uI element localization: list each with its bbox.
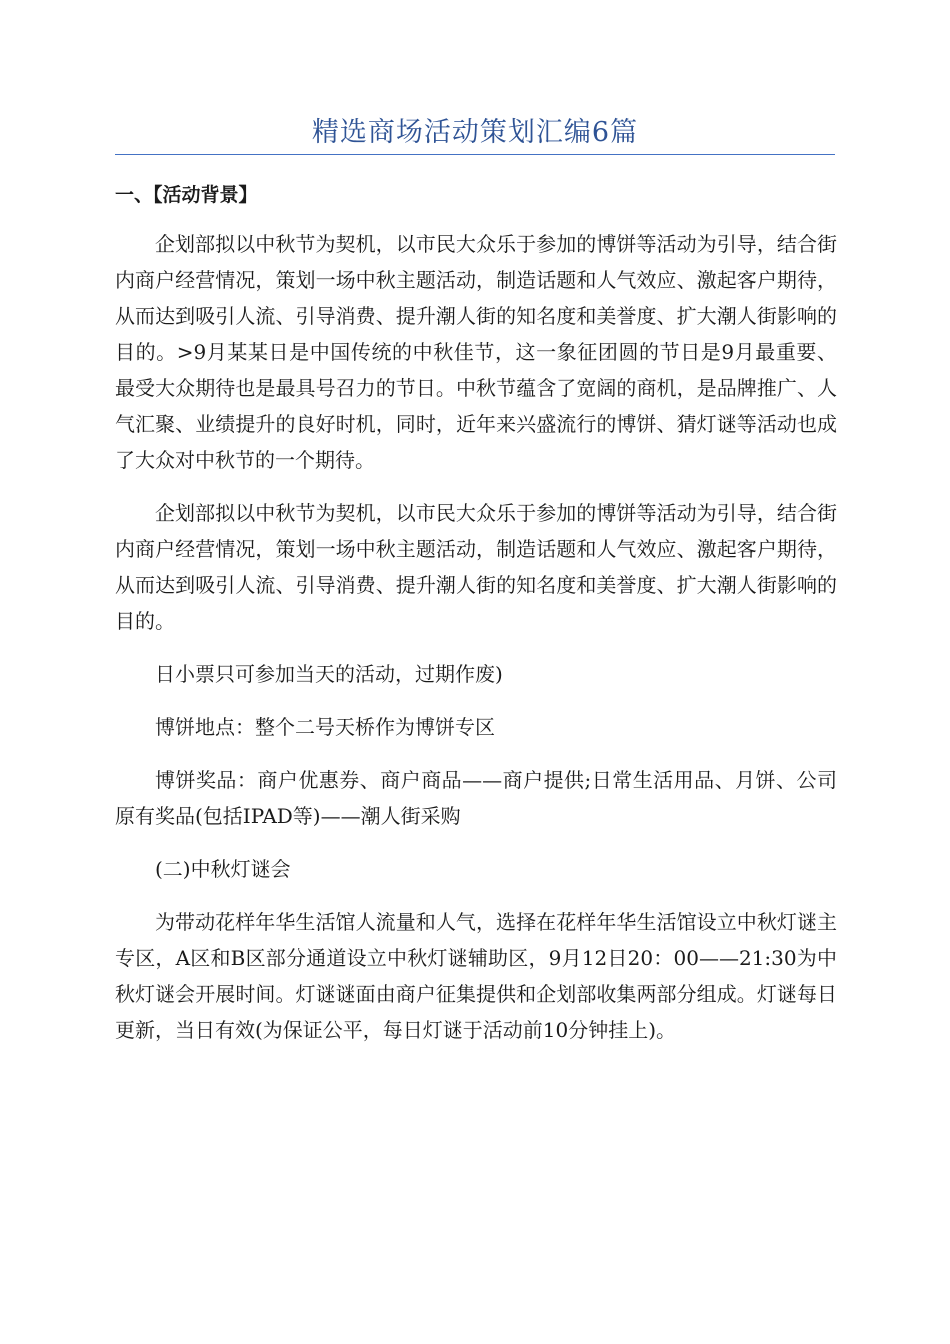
paragraph-lantern-heading: (二)中秋灯谜会 xyxy=(155,857,291,881)
section-heading: 一、【活动背景】 xyxy=(115,184,258,206)
paragraph-ticket-note: 日小票只可参加当天的活动，过期作废) xyxy=(155,662,503,686)
paragraph-background-2: 企划部拟以中秋节为契机，以市民大众乐于参加的博饼等活动为引导，结合街内商户经营情况，策划一场中秋主题活动，制造话题和人气效应、激起客户期待，从而达到吸引人流、引导消费、提升潮人街的知名度和美誉度、扩大潮人街影响的目的。 xyxy=(115,501,837,633)
paragraph-bobing-prizes: 博饼奖品：商户优惠券、商户商品——商户提供;日常生活用品、月饼、公司原有奖品(包括IPAD等)——潮人街采购 xyxy=(115,768,837,828)
title-underline xyxy=(115,154,835,155)
document-title: 精选商场活动策划汇编6篇 xyxy=(311,117,639,148)
paragraph-background-1: 企划部拟以中秋节为契机，以市民大众乐于参加的博饼等活动为引导，结合街内商户经营情况，策划一场中秋主题活动，制造话题和人气效应、激起客户期待，从而达到吸引人流、引导消费、提升潮人街的知名度和美誉度、扩大潮人街影响的目的。>9月某某日是中国传统的中秋佳节，这一象征团圆的节日是9月最重要、最受大众期待也是最具号召力的节日。中秋节蕴含了宽阔的商机，是品牌推广、人气汇聚、业绩提升的良好时机，同时，近年来兴盛流行的博饼、猜灯谜等活动也成了大众对中秋节的一个期待。 xyxy=(115,232,837,472)
document-body xyxy=(115,178,837,1065)
paragraph-lantern-details: 为带动花样年华生活馆人流量和人气，选择在花样年华生活馆设立中秋灯谜主专区，A区和B区部分通道设立中秋灯谜辅助区，9月12日20：00——21:30为中秋灯谜会开展时间。灯谜谜面由商户征集提供和企划部收集两部分组成。灯谜每日更新，当日有效(为保证公平，每日灯谜于活动前10分钟挂上)。 xyxy=(115,910,837,1042)
paragraph-bobing-location: 博饼地点：整个二号天桥作为博饼专区 xyxy=(155,715,495,739)
